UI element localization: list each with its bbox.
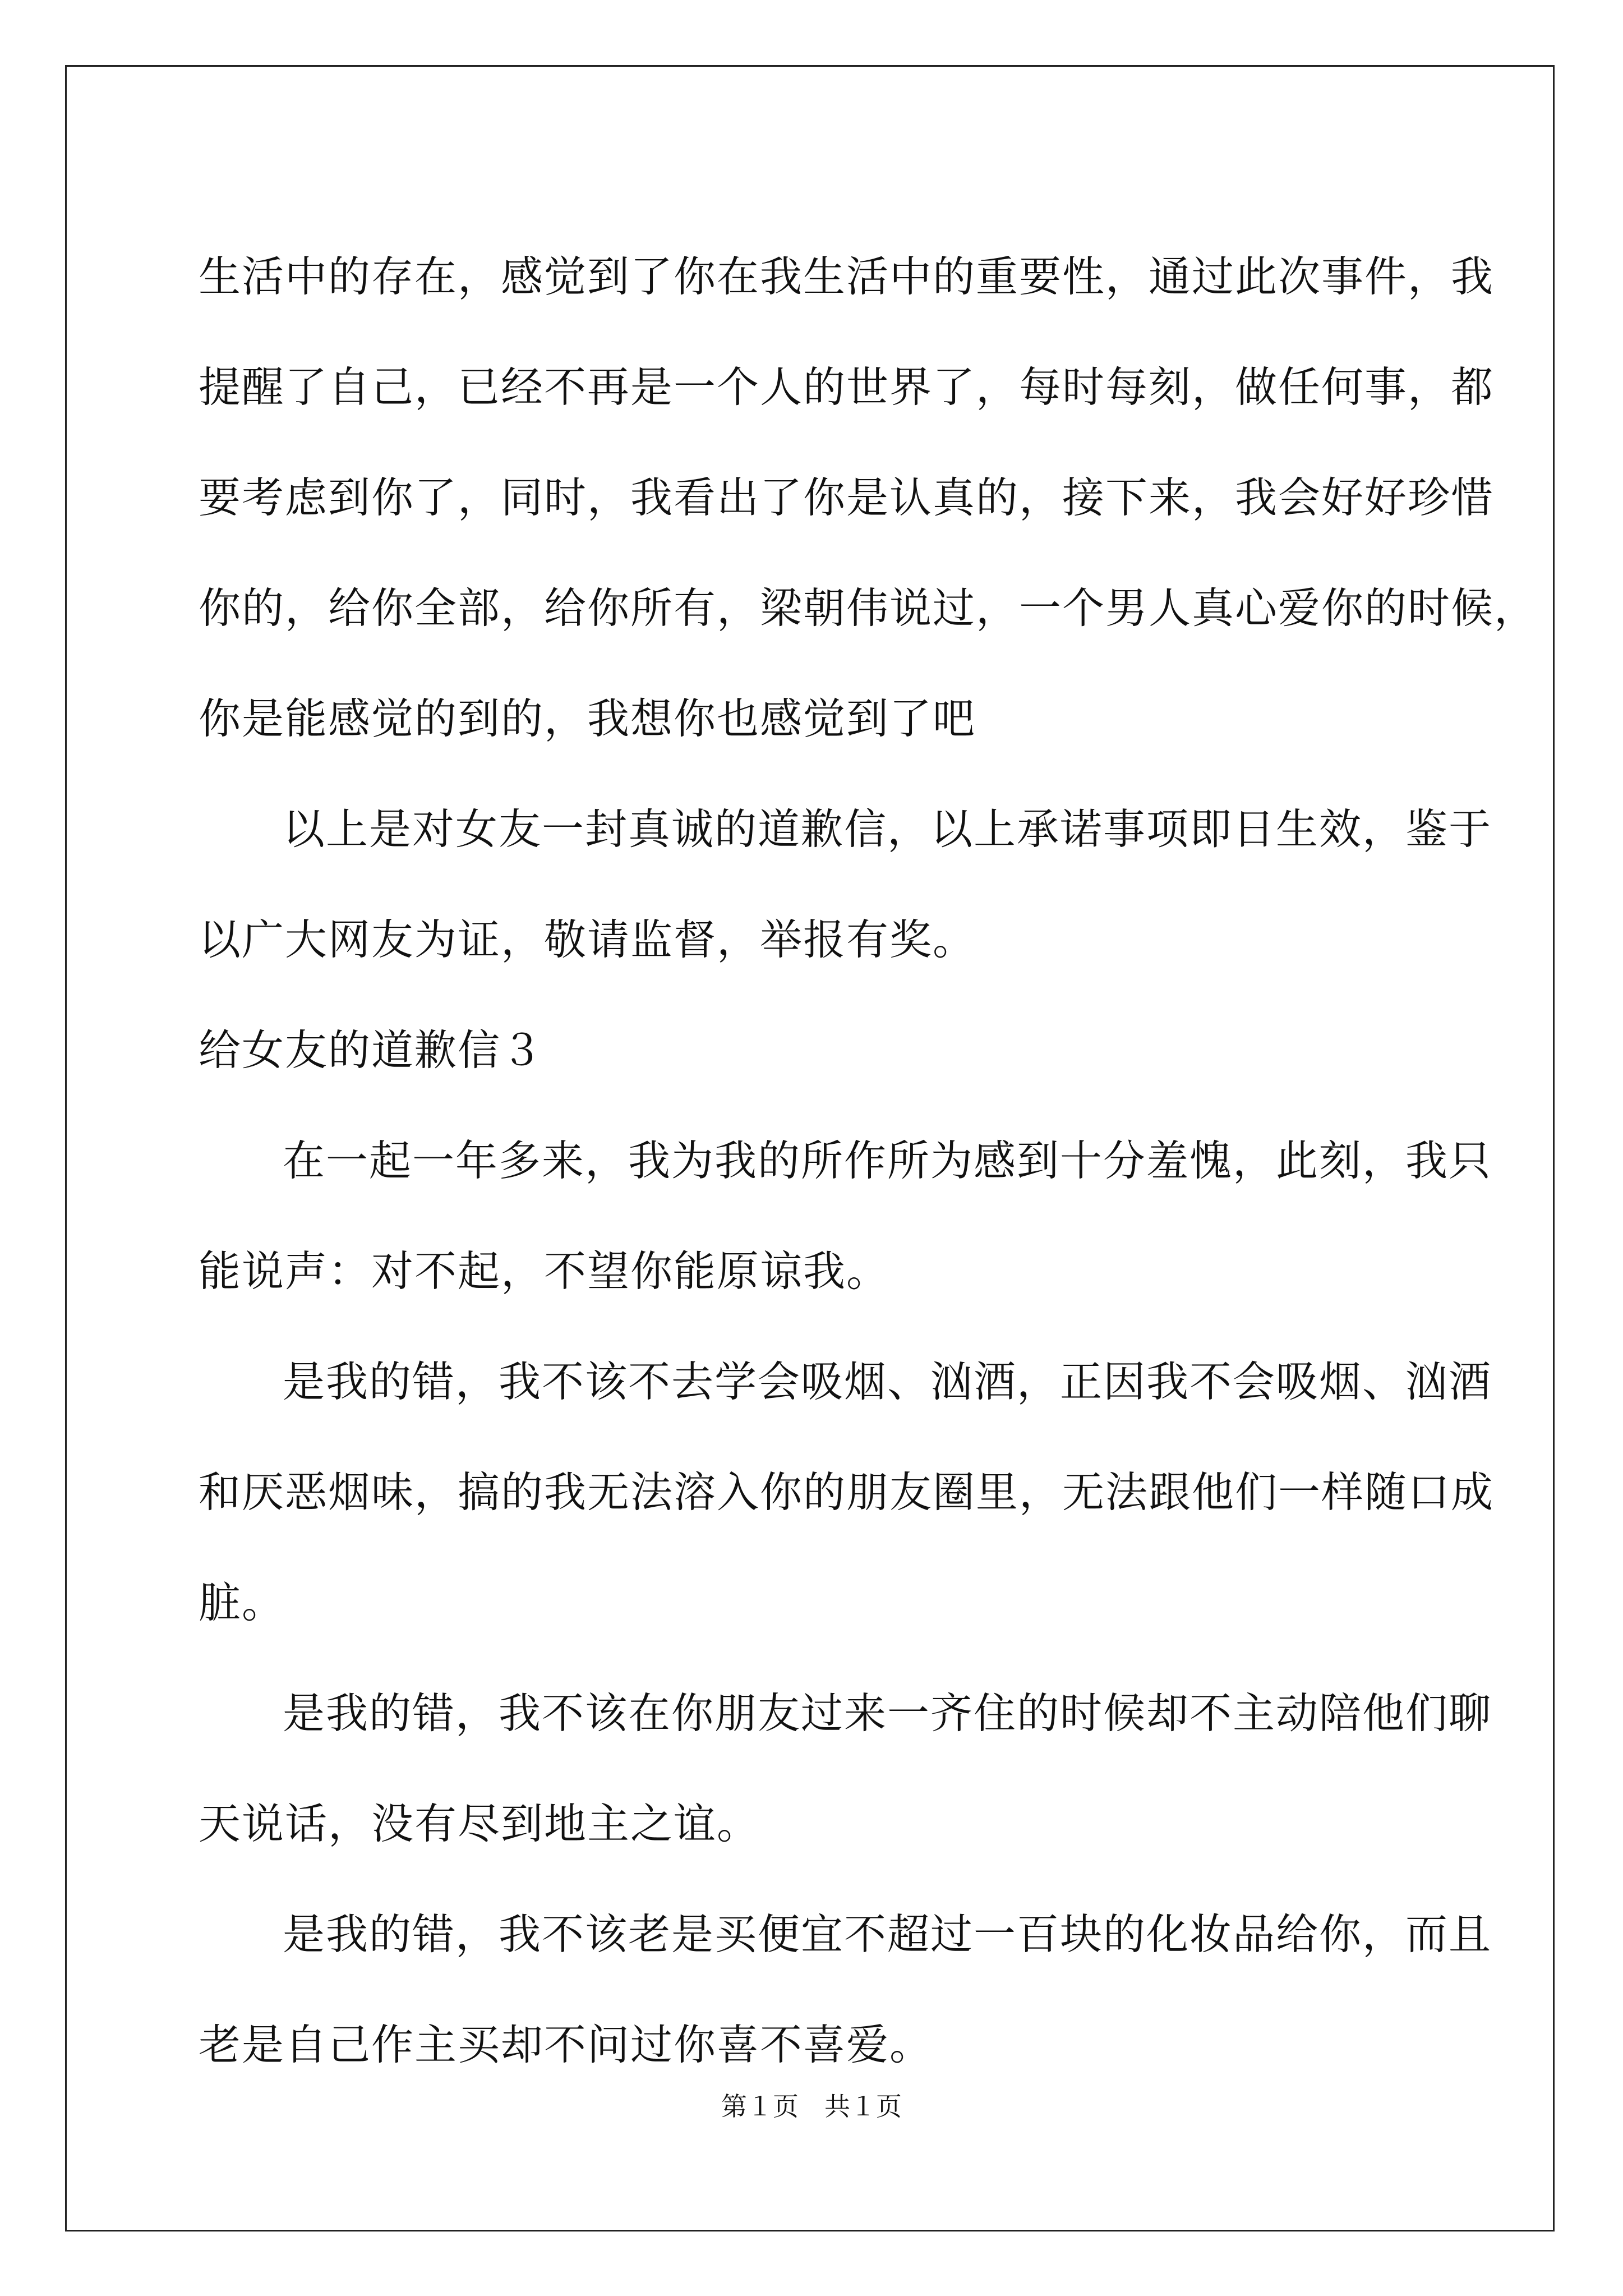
paragraph-first-line: 在一起一年多来，我为我的所作所为感到十分羞愧，此刻，我只 [283, 1136, 1492, 1185]
paragraph-first-line: 是我的错，我不该老是买便宜不超过一百块的化妆品给你，而且 [283, 1910, 1492, 1959]
text-line: 你的，给你全部，给你所有，梁朝伟说过，一个男人真心爱你的时候， [199, 583, 1538, 633]
text-line: 脏。 [199, 1578, 285, 1627]
page-number: 第１页 [721, 2091, 799, 2122]
section-heading: 给女友的道歉信３ [199, 1025, 545, 1075]
text-line: 能说声：对不起，不望你能原谅我。 [199, 1246, 890, 1296]
paragraph-first-line: 是我的错，我不该在你朋友过来一齐住的时候却不主动陪他们聊 [283, 1688, 1492, 1738]
text-line: 生活中的存在，感觉到了你在我生活中的重要性，通过此次事件，我 [199, 252, 1495, 301]
page-footer [0, 2090, 1623, 2123]
text-line: 你是能感觉的到的，我想你也感觉到了吧 [199, 694, 976, 743]
text-line: 天说话，没有尽到地主之谊。 [199, 1799, 760, 1848]
text-block [199, 222, 1538, 2100]
paragraph-first-line: 以上是对女友一封真诚的道歉信，以上承诺事项即日生效，鉴于 [283, 804, 1492, 854]
text-line: 和厌恶烟味，搞的我无法溶入你的朋友圈里，无法跟他们一样随口成 [199, 1467, 1495, 1517]
text-line: 老是自己作主买却不问过你喜不喜爱。 [199, 2020, 933, 2069]
document-body [199, 222, 1538, 2100]
paragraph-first-line: 是我的错，我不该不去学会吸烟、汹酒，正因我不会吸烟、汹酒 [283, 1357, 1492, 1406]
page-total: 共１页 [824, 2091, 902, 2122]
text-line: 要考虑到你了，同时，我看出了你是认真的，接下来，我会好好珍惜 [199, 473, 1495, 522]
text-line: 以广大网友为证，敬请监督，举报有奖。 [199, 915, 976, 964]
text-line: 提醒了自己，已经不再是一个人的世界了，每时每刻，做任何事，都 [199, 362, 1495, 412]
